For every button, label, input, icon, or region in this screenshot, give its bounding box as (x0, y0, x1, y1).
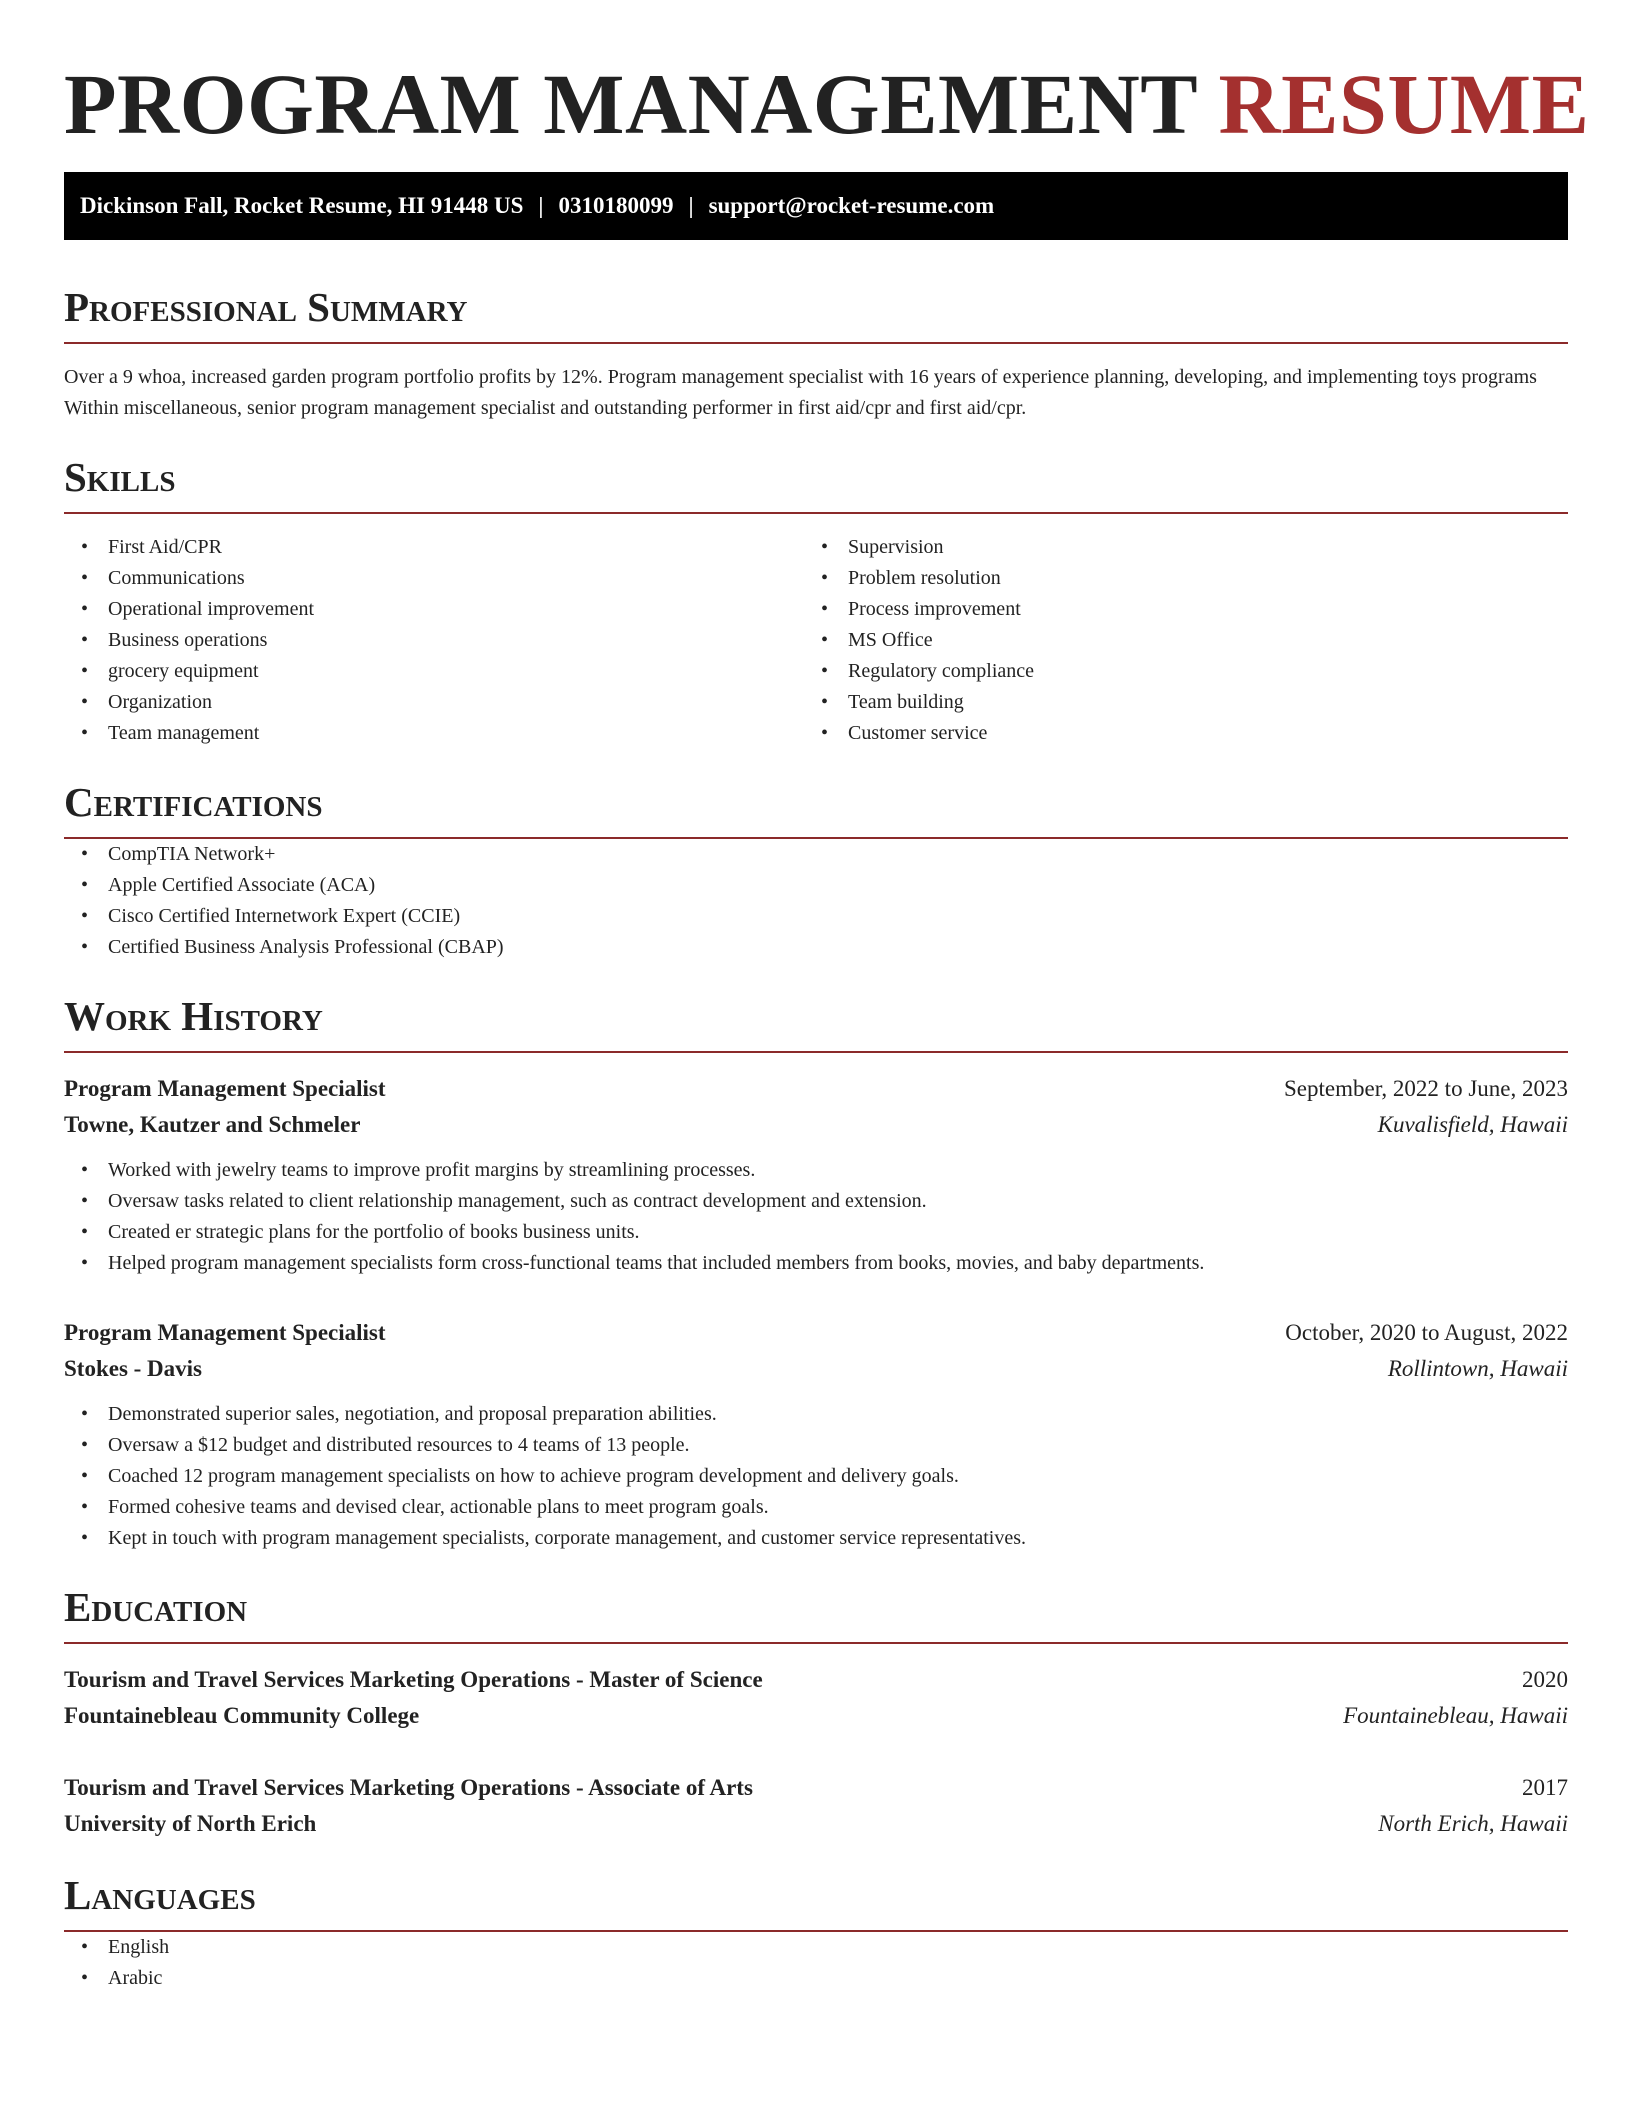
skills-list-left (64, 532, 804, 749)
education-location: Fountainebleau, Hawaii (1343, 1703, 1568, 1728)
contact-phone: 0310180099 (558, 193, 674, 218)
skill-item: • Communications (64, 563, 804, 594)
languages-section (64, 1872, 1568, 1994)
skill-item: • grocery equipment (64, 656, 804, 687)
title-main: PROGRAM MANAGEMENT (64, 56, 1197, 152)
contact-separator: | (538, 193, 544, 218)
job-company: Stokes - Davis (64, 1356, 203, 1381)
languages-list (64, 1932, 1568, 1994)
job-bullet: • Created er strategic plans for the portfolio of books business units. (64, 1217, 1568, 1248)
job-title: Program Management Specialist (64, 1320, 386, 1345)
language-item: • Arabic (64, 1963, 1568, 1994)
education-entry (64, 1770, 1568, 1842)
job-bullet: • Oversaw a $12 budget and distributed resources to 4 teams of 13 people. (64, 1430, 1568, 1461)
education-degree: Tourism and Travel Services Marketing Operations - Associate of Arts (64, 1775, 753, 1800)
section-heading: Languages (64, 1872, 256, 1918)
skill-item: • Team management (64, 718, 804, 749)
job-bullet: • Kept in touch with program management specialists, corporate management, and customer service representatives. (64, 1523, 1568, 1554)
section-heading: Certifications (64, 779, 323, 825)
certification-item: • Certified Business Analysis Professional (CBAP) (64, 932, 1568, 963)
job-entry (64, 1315, 1568, 1554)
contact-separator: | (688, 193, 694, 218)
job-company-row (64, 1351, 1568, 1387)
resume-title (64, 0, 1590, 152)
job-entry (64, 1071, 1568, 1279)
title-accent: RESUME (1218, 56, 1590, 152)
certifications-list (64, 839, 1568, 963)
job-dates: October, 2020 to August, 2022 (1285, 1320, 1568, 1345)
education-school: University of North Erich (64, 1811, 317, 1836)
job-bullet: • Oversaw tasks related to client relationship management, such as contract development and extension. (64, 1186, 1568, 1217)
job-company-row (64, 1107, 1568, 1143)
skill-item: • Business operations (64, 625, 804, 656)
certifications-section (64, 779, 1568, 963)
job-header-row (64, 1315, 1568, 1351)
education-degree-row (64, 1770, 1568, 1806)
section-heading: Education (64, 1584, 248, 1630)
education-degree-row (64, 1662, 1568, 1698)
job-dates: September, 2022 to June, 2023 (1284, 1076, 1568, 1101)
skills-list-right (804, 532, 1544, 749)
skills-grid (64, 532, 1568, 749)
skill-item: • Operational improvement (64, 594, 804, 625)
certification-item: • Cisco Certified Internetwork Expert (CCIE) (64, 901, 1568, 932)
summary-section (64, 284, 1568, 424)
skill-item: • Process improvement (804, 594, 1544, 625)
contact-address: Dickinson Fall, Rocket Resume, HI 91448 US (80, 193, 524, 218)
education-degree: Tourism and Travel Services Marketing Operations - Master of Science (64, 1667, 763, 1692)
job-bullets (64, 1155, 1568, 1279)
skill-item: • Supervision (804, 532, 1544, 563)
certification-item: • Apple Certified Associate (ACA) (64, 870, 1568, 901)
skill-item: • Problem resolution (804, 563, 1544, 594)
education-section (64, 1584, 1568, 1842)
section-divider (64, 342, 1568, 344)
skill-item: • Regulatory compliance (804, 656, 1544, 687)
job-bullet: • Worked with jewelry teams to improve profit margins by streamlining processes. (64, 1155, 1568, 1186)
skill-item: • First Aid/CPR (64, 532, 804, 563)
skill-item: • Team building (804, 687, 1544, 718)
job-bullet: • Formed cohesive teams and devised clear, actionable plans to meet program goals. (64, 1492, 1568, 1523)
education-location: North Erich, Hawaii (1378, 1811, 1568, 1836)
section-divider (64, 512, 1568, 514)
job-company: Towne, Kautzer and Schmeler (64, 1112, 361, 1137)
work-history-section (64, 993, 1568, 1554)
skills-section (64, 454, 1568, 749)
job-location: Rollintown, Hawaii (1387, 1356, 1568, 1381)
section-divider (64, 1051, 1568, 1053)
job-bullet: • Coached 12 program management specialists on how to achieve program development and delivery goals. (64, 1461, 1568, 1492)
education-entry (64, 1662, 1568, 1734)
job-header-row (64, 1071, 1568, 1107)
job-location: Kuvalisfield, Hawaii (1377, 1112, 1568, 1137)
education-year: 2020 (1522, 1667, 1568, 1692)
section-divider (64, 1642, 1568, 1644)
skill-item: • Organization (64, 687, 804, 718)
contact-bar (64, 172, 1568, 240)
education-school-row (64, 1698, 1568, 1734)
education-school: Fountainebleau Community College (64, 1703, 420, 1728)
job-bullet: • Helped program management specialists form cross-functional teams that included members from books, movies, and baby departments. (64, 1248, 1568, 1279)
skill-item: • Customer service (804, 718, 1544, 749)
job-bullets (64, 1399, 1568, 1554)
section-heading: Professional Summary (64, 284, 468, 330)
job-title: Program Management Specialist (64, 1076, 386, 1101)
education-year: 2017 (1522, 1775, 1568, 1800)
education-school-row (64, 1806, 1568, 1842)
contact-email: support@rocket-resume.com (708, 193, 995, 218)
job-bullet: • Demonstrated superior sales, negotiation, and proposal preparation abilities. (64, 1399, 1568, 1430)
skill-item: • MS Office (804, 625, 1544, 656)
section-heading: Work History (64, 993, 323, 1039)
language-item: • English (64, 1932, 1568, 1963)
section-heading: Skills (64, 454, 176, 500)
summary-text: Over a 9 whoa, increased garden program portfolio profits by 12%. Program management specialist with 16 years of experience planning, developing, and implementing toys programs Within miscellaneous, senior program management specialist and outstanding performer in first aid/cpr and first aid/cpr. (64, 366, 1537, 419)
certification-item: • CompTIA Network+ (64, 839, 1568, 870)
